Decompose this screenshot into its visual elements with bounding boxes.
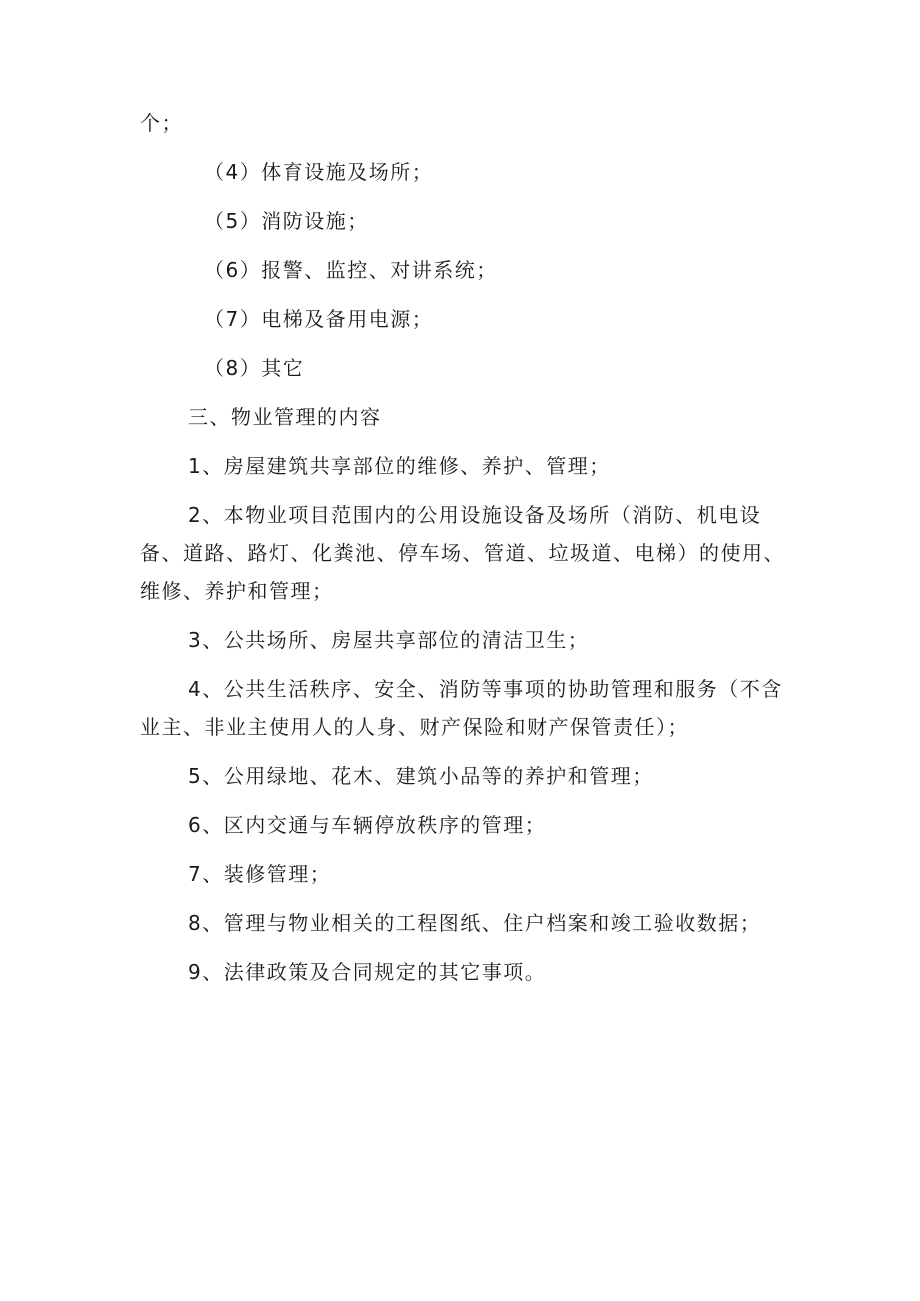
content-item-4: 4、公共生活秩序、安全、消防等事项的协助管理和服务（不含业主、非业主使用人的人身、财产保险和财产保管责任）； [140,677,783,739]
facility-item-5: （5）消防设施； [204,209,369,233]
content-item-7: 7、装修管理； [188,862,332,886]
content-item-5: 5、公用绿地、花木、建筑小品等的养护和管理； [188,764,654,788]
section-heading: 三、物业管理的内容 [188,405,382,429]
content-item-8: 8、管理与物业相关的工程图纸、住户档案和竣工验收数据； [188,911,762,935]
content-item-2: 2、本物业项目范围内的公用设施设备及场所（消防、机电设备、道路、路灯、化粪池、停车场、管道、垃圾道、电梯）的使用、维修、养护和管理； [140,503,785,603]
document-body [140,104,790,1002]
content-item-9: 9、法律政策及合同规定的其它事项。 [188,960,547,984]
content-item-6: 6、区内交通与车辆停放秩序的管理； [188,813,547,837]
continuation-text: 个； [140,111,183,135]
facility-item-6: （6）报警、监控、对讲系统； [204,258,498,282]
content-item-3: 3、公共场所、房屋共享部位的清洁卫生； [188,628,590,652]
facility-item-8: （8）其它 [204,356,305,380]
facility-item-4: （4）体育设施及场所； [204,160,434,184]
facility-item-7: （7）电梯及备用电源； [204,307,434,331]
content-item-1: 1、房屋建筑共享部位的维修、养护、管理； [188,454,611,478]
